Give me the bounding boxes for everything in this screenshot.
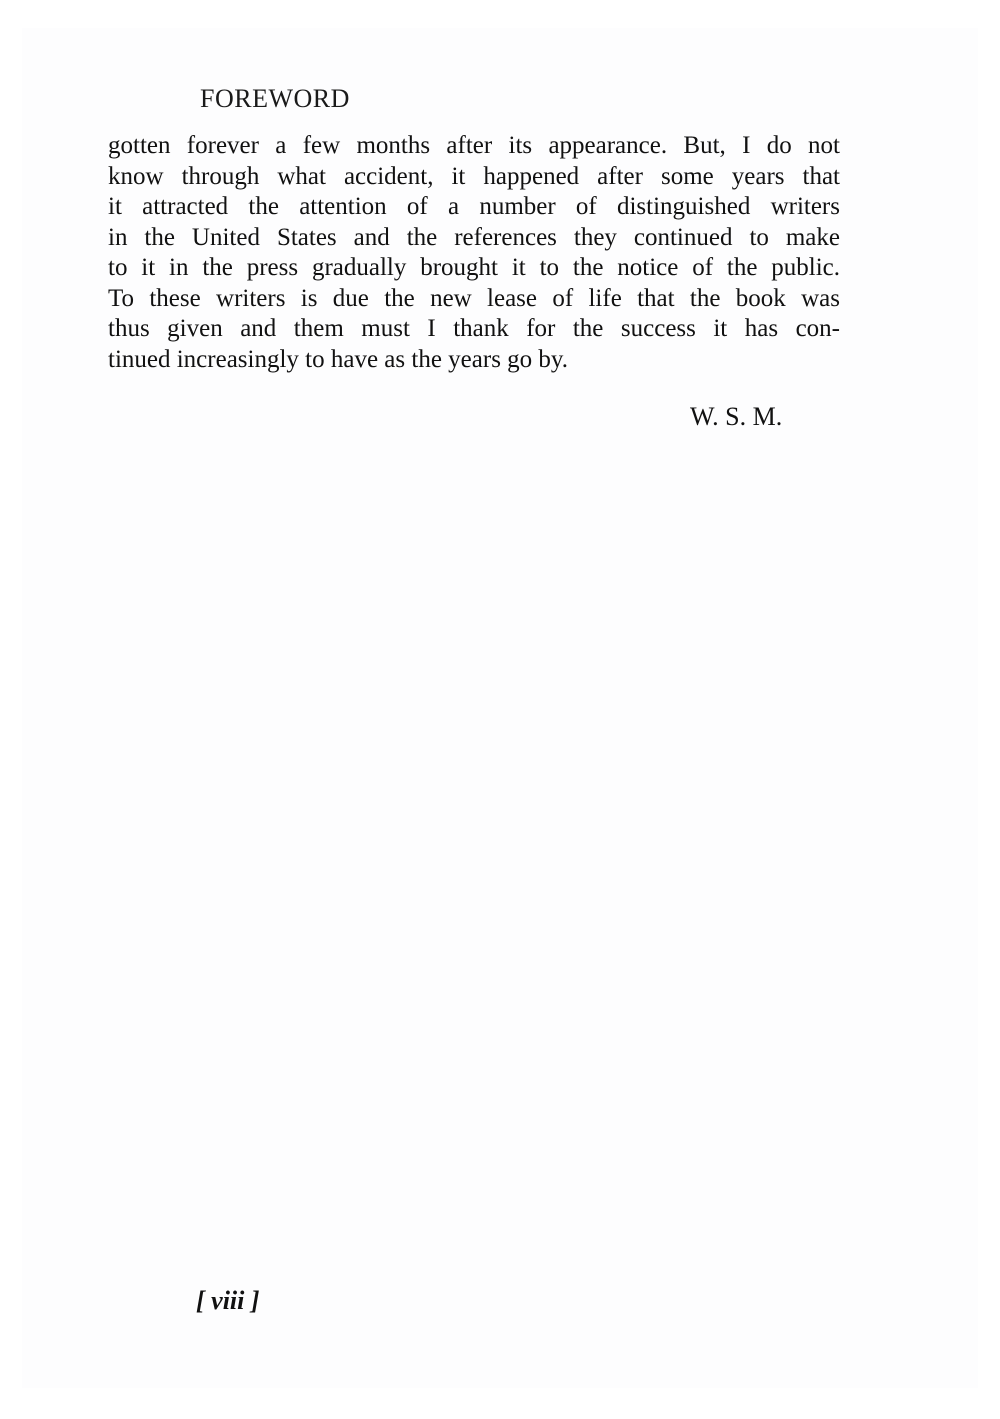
text-line: thus given and them must I thank for the success it has con- bbox=[108, 315, 840, 342]
body-paragraph bbox=[108, 131, 840, 375]
text-line: it attracted the attention of a number of distinguished writers bbox=[108, 193, 840, 220]
text-line: know through what accident, it happened after some years that bbox=[108, 162, 840, 190]
page-number: [ viii ] bbox=[196, 1286, 260, 1315]
author-signature: W. S. M. bbox=[690, 402, 783, 431]
text-line: tinued increasingly to have as the years go by. bbox=[108, 345, 569, 373]
text-line: in the United States and the references they continued to make bbox=[108, 223, 840, 251]
text-line: To these writers is due the new lease of life that the book was bbox=[108, 284, 840, 312]
text-line: gotten forever a few months after its appearance. But, I do not bbox=[108, 132, 840, 159]
text-line: to it in the press gradually brought it to the notice of the public. bbox=[108, 254, 840, 281]
running-head: FOREWORD bbox=[200, 84, 350, 113]
